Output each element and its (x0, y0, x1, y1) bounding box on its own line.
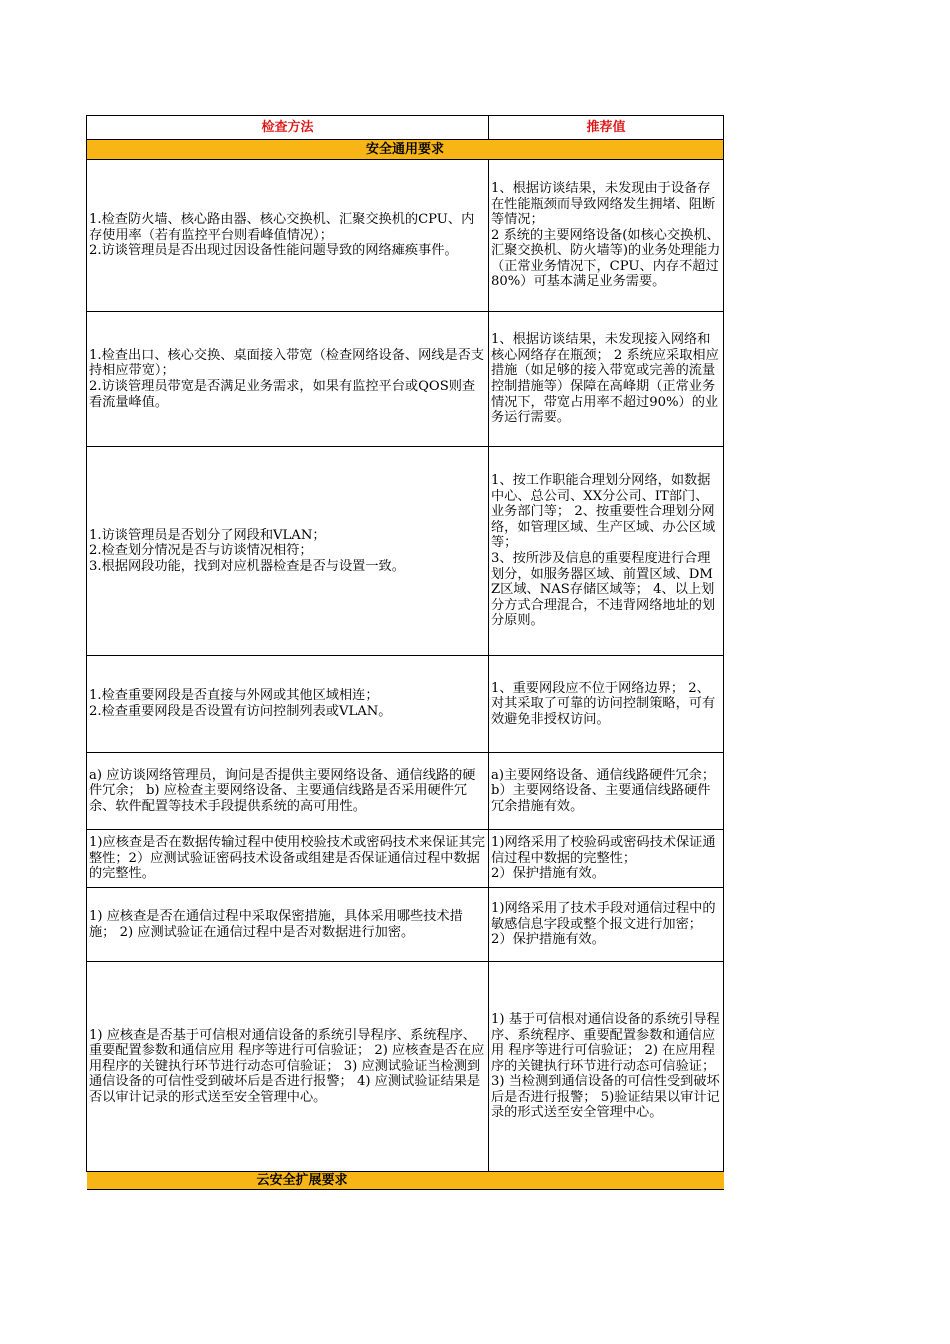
method-cell[interactable]: 1)应核查是否在数据传输过程中使用校验技术或密码技术来保证其完整性；2）应测试验证密码技术设备或组建是否保证通信过程中数据的完整性。 (87, 830, 489, 888)
header-method[interactable]: 检查方法 (87, 116, 489, 140)
header-value[interactable]: 推荐值 (489, 116, 724, 140)
value-cell[interactable]: 1)网络采用了技术手段对通信过程中的敏感信息字段或整个报文进行加密； 2）保护措施有效。 (489, 888, 724, 962)
value-cell[interactable]: 1、根据访谈结果，未发现接入网络和核心网络存在瓶颈； 2 系统应采取相应措施（如足够的接入带宽或完善的流量控制措施等）保障在高峰期（正常业务情况下，带宽占用率不超过90%）的业务运行需要。 (489, 312, 724, 447)
method-cell[interactable]: 1) 应核查是否基于可信根对通信设备的系统引导程序、系统程序、重要配置参数和通信应用 程序等进行可信验证； 2) 应核查是否在应用程序的关键执行环节进行动态可信验证； 3) 应测试验证当检测到通信设备的可信性受到破坏后是否进行报警； 4) 应测试验证结果是否以审计记录的形式送至安全管理中心。 (87, 962, 489, 1172)
table-row (87, 962, 724, 1172)
table-row (87, 888, 724, 962)
spreadsheet-sheet (86, 115, 723, 1190)
requirements-table (86, 115, 724, 1190)
table-row (87, 160, 724, 312)
section-cloud-cell[interactable] (87, 1172, 724, 1190)
method-cell[interactable]: 1.检查重要网段是否直接与外网或其他区域相连； 2.检查重要网段是否设置有访问控制列表或VLAN。 (87, 656, 489, 753)
table-row (87, 447, 724, 656)
method-cell[interactable]: a) 应访谈网络管理员，询问是否提供主要网络设备、通信线路的硬件冗余； b) 应检查主要网络设备、主要通信线路是否采用硬件冗余、软件配置等技术手段提供系统的高可用性。 (87, 753, 489, 830)
value-cell[interactable]: 1、按工作职能合理划分网络，如数据中心、总公司、XX分公司、IT部门、业务部门等； 2、按重要性合理划分网络，如管理区域、生产区域、办公区域等； 3、按所涉及信息的重要程度进行合理划分，如服务器区域、前置区域、DMZ区域、NAS存储区域等； 4、以上划分方式合理混合，不违背网络地址的划分原则。 (489, 447, 724, 656)
section-general-label[interactable]: 安全通用要求 (87, 140, 724, 160)
table-header-row (87, 116, 724, 140)
method-cell[interactable]: 1.访谈管理员是否划分了网段和VLAN； 2.检查划分情况是否与访谈情况相符； 3.根据网段功能，找到对应机器检查是否与设置一致。 (87, 447, 489, 656)
value-cell[interactable]: 1) 基于可信根对通信设备的系统引导程序、系统程序、重要配置参数和通信应用 程序等进行可信验证； 2) 在应用程序的关键执行环节进行动态可信验证； 3) 当检测到通信设备的可信性受到破坏后是否进行报警； 5)验证结果以审计记录的形式送至安全管理中心。 (489, 962, 724, 1172)
table-row (87, 312, 724, 447)
value-cell[interactable]: 1)网络采用了校验码或密码技术保证通信过程中数据的完整性； 2）保护措施有效。 (489, 830, 724, 888)
value-cell[interactable]: 1、根据访谈结果，未发现由于设备存在性能瓶颈而导致网络发生拥堵、阻断等情况； 2 系统的主要网络设备(如核心交换机、汇聚交换机、防火墙等)的业务处理能力（正常业务情况下，CPU、内存不超过80%）可基本满足业务需要。 (489, 160, 724, 312)
value-cell[interactable]: a)主要网络设备、通信线路硬件冗余； b）主要网络设备、主要通信线路硬件冗余措施有效。 (489, 753, 724, 830)
section-cloud-label: 云安全扩展要求 (256, 1172, 348, 1188)
table-row (87, 753, 724, 830)
section-row-general (87, 140, 724, 160)
section-row-cloud (87, 1172, 724, 1190)
value-cell[interactable]: 1、重要网段应不位于网络边界； 2、对其采取了可靠的访问控制策略，可有效避免非授权访问。 (489, 656, 724, 753)
method-cell[interactable]: 1) 应核查是否在通信过程中采取保密措施，具体采用哪些技术措施； 2) 应测试验证在通信过程中是否对数据进行加密。 (87, 888, 489, 962)
table-row (87, 830, 724, 888)
method-cell[interactable]: 1.检查防火墙、核心路由器、核心交换机、汇聚交换机的CPU、内存使用率（若有监控平台则看峰值情况）； 2.访谈管理员是否出现过因设备性能问题导致的网络瘫痪事件。 (87, 160, 489, 312)
table-row (87, 656, 724, 753)
method-cell[interactable]: 1.检查出口、核心交换、桌面接入带宽（检查网络设备、网线是否支持相应带宽）； 2.访谈管理员带宽是否满足业务需求，如果有监控平台或QOS则查看流量峰值。 (87, 312, 489, 447)
